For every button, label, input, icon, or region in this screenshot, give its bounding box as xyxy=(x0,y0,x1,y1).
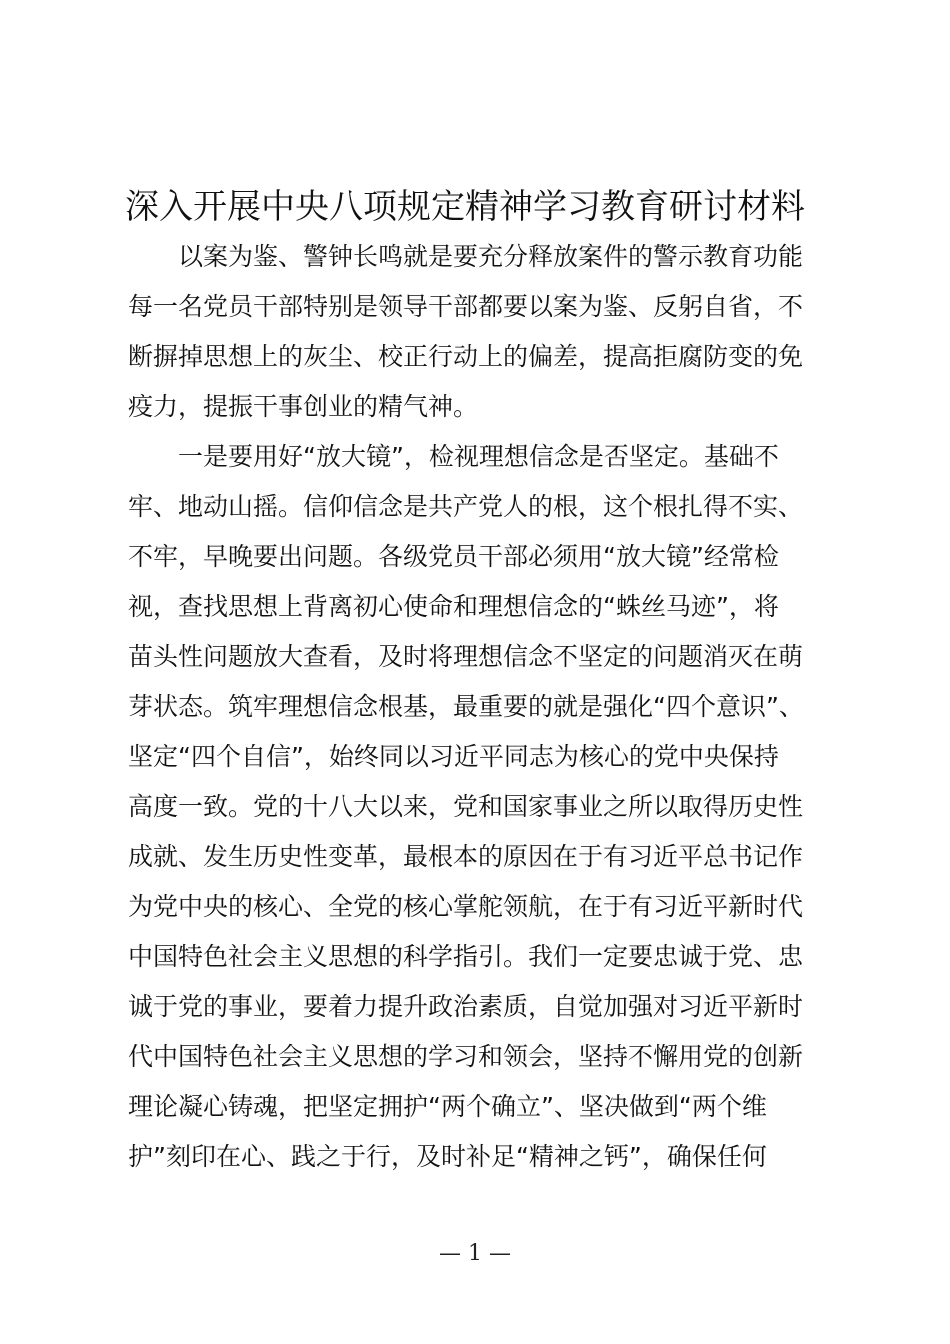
document-title: 深入开展中央八项规定精神学习教育研讨材料 xyxy=(125,187,805,227)
paragraph-line: 视，查找思想上背离初心使命和理想信念的“蛛丝马迹”，将 xyxy=(128,592,779,621)
paragraph-line: 牢、地动山摇。信仰信念是共产党人的根，这个根扎得不实、 xyxy=(128,492,804,521)
paragraph-line: 理论凝心铸魂，把坚定拥护“两个确立”、坚决做到“两个维 xyxy=(128,1092,767,1121)
paragraph-line: 疫力，提振干事创业的精气神。 xyxy=(128,392,479,421)
paragraph-line: 护”刻印在心、践之于行，及时补足“精神之钙”，确保任何 xyxy=(128,1142,767,1171)
paragraph-line: 苗头性问题放大查看，及时将理想信念不坚定的问题消灭在萌 xyxy=(128,642,804,671)
paragraph-line: 每一名党员干部特别是领导干部都要以案为鉴、反躬自省，不 xyxy=(128,292,804,321)
paragraph-line: 高度一致。党的十八大以来，党和国家事业之所以取得历史性 xyxy=(128,792,804,821)
paragraph-line: 为党中央的核心、全党的核心掌舵领航，在于有习近平新时代 xyxy=(128,892,804,921)
paragraph-line: 坚定“四个自信”，始终同以习近平同志为核心的党中央保持 xyxy=(128,742,779,771)
paragraph-line: 以案为鉴、警钟长鸣就是要充分释放案件的警示教育功能 xyxy=(178,242,804,271)
page-number: — 1 — xyxy=(439,1241,511,1266)
paragraph-line: 芽状态。筑牢理想信念根基，最重要的就是强化“四个意识”、 xyxy=(128,692,804,721)
paragraph-line: 代中国特色社会主义思想的学习和领会，坚持不懈用党的创新 xyxy=(128,1042,804,1071)
paragraph-line: 诚于党的事业，要着力提升政治素质，自觉加强对习近平新时 xyxy=(128,992,804,1021)
paragraph-line: 中国特色社会主义思想的科学指引。我们一定要忠诚于党、忠 xyxy=(128,942,804,971)
paragraph-line: 一是要用好“放大镜”，检视理想信念是否坚定。基础不 xyxy=(178,442,779,471)
document-body xyxy=(128,232,848,1182)
paragraph-line: 不牢，早晚要出问题。各级党员干部必须用“放大镜”经常检 xyxy=(128,542,779,571)
paragraph-line: 断摒掉思想上的灰尘、校正行动上的偏差，提高拒腐防变的免 xyxy=(128,342,804,371)
paragraph-line: 成就、发生历史性变革，最根本的原因在于有习近平总书记作 xyxy=(128,842,804,871)
